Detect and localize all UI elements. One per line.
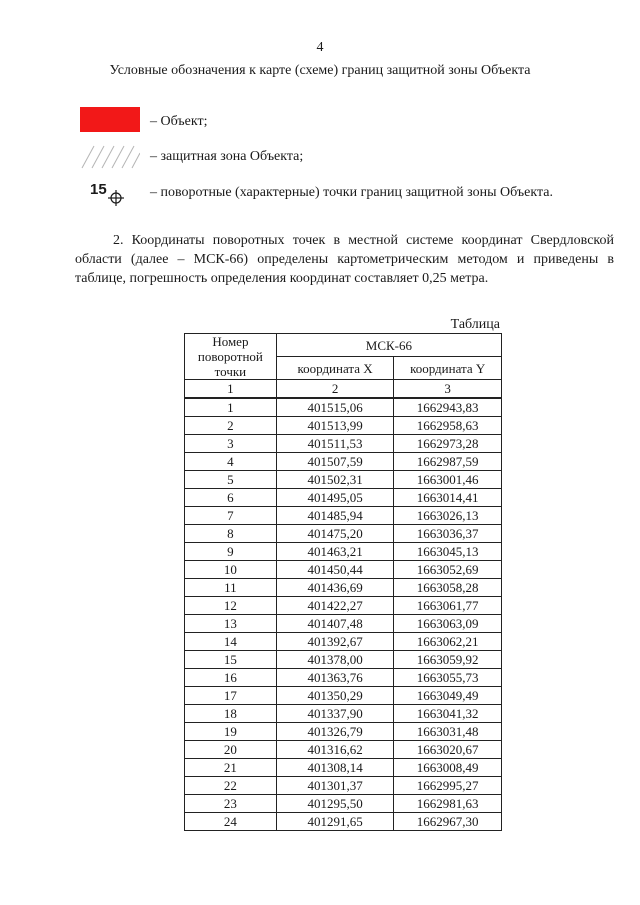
coordinate-x-cell: 401511,53 xyxy=(276,435,394,453)
coordinate-x-cell: 401485,94 xyxy=(276,507,394,525)
coordinate-y-cell: 1663049,49 xyxy=(394,687,502,705)
point-number-cell: 3 xyxy=(185,435,277,453)
table-row xyxy=(185,723,502,741)
point-number-cell: 6 xyxy=(185,489,277,507)
table-row xyxy=(185,759,502,777)
table-row xyxy=(185,633,502,651)
coordinate-x-cell: 401301,37 xyxy=(276,777,394,795)
coordinate-y-cell: 1662967,30 xyxy=(394,813,502,831)
table-caption: Таблица xyxy=(450,317,500,332)
coordinate-x-cell: 401295,50 xyxy=(276,795,394,813)
coordinate-y-cell: 1662958,63 xyxy=(394,417,502,435)
coordinate-x-cell: 401436,69 xyxy=(276,579,394,597)
legend-zone-label: – защитная зона Объекта; xyxy=(150,149,304,164)
coordinate-x-cell: 401392,67 xyxy=(276,633,394,651)
point-number-cell: 7 xyxy=(185,507,277,525)
column-index-cell: 2 xyxy=(276,380,394,399)
coordinate-x-cell: 401502,31 xyxy=(276,471,394,489)
coordinate-y-cell: 1663031,48 xyxy=(394,723,502,741)
coordinate-y-cell: 1663052,69 xyxy=(394,561,502,579)
table-row xyxy=(185,507,502,525)
crosshair-icon xyxy=(108,190,124,206)
table-row xyxy=(185,705,502,723)
table-row xyxy=(185,489,502,507)
coordinate-x-cell: 401495,05 xyxy=(276,489,394,507)
coordinate-y-cell: 1663055,73 xyxy=(394,669,502,687)
coordinate-y-cell: 1663058,28 xyxy=(394,579,502,597)
coordinate-y-cell: 1663061,77 xyxy=(394,597,502,615)
table-row xyxy=(185,669,502,687)
coordinate-x-cell: 401507,59 xyxy=(276,453,394,471)
point-number-cell: 4 xyxy=(185,453,277,471)
turning-point-symbol xyxy=(90,178,140,208)
table-body xyxy=(185,380,502,831)
coordinate-y-cell: 1662943,83 xyxy=(394,398,502,417)
coordinate-y-cell: 1663020,67 xyxy=(394,741,502,759)
object-swatch xyxy=(80,107,140,132)
point-number-cell: 24 xyxy=(185,813,277,831)
point-number-cell: 8 xyxy=(185,525,277,543)
coordinate-x-cell: 401407,48 xyxy=(276,615,394,633)
coordinate-y-cell: 1663036,37 xyxy=(394,525,502,543)
point-number-cell: 13 xyxy=(185,615,277,633)
point-number-cell: 11 xyxy=(185,579,277,597)
coordinates-table xyxy=(184,333,502,831)
point-number-cell: 15 xyxy=(185,651,277,669)
coordinate-y-cell: 1663059,92 xyxy=(394,651,502,669)
coordinate-y-cell: 1662981,63 xyxy=(394,795,502,813)
table-row xyxy=(185,687,502,705)
point-number-cell: 19 xyxy=(185,723,277,741)
coordinate-x-cell: 401291,65 xyxy=(276,813,394,831)
table-row xyxy=(185,741,502,759)
column-index-cell: 1 xyxy=(185,380,277,399)
point-number-cell: 17 xyxy=(185,687,277,705)
coordinate-x-cell: 401316,62 xyxy=(276,741,394,759)
coordinate-y-cell: 1663062,21 xyxy=(394,633,502,651)
table-row xyxy=(185,813,502,831)
coordinate-x-cell: 401515,06 xyxy=(276,398,394,417)
table-row xyxy=(185,561,502,579)
table-row xyxy=(185,398,502,417)
table-row xyxy=(185,453,502,471)
point-number-cell: 14 xyxy=(185,633,277,651)
coordinate-x-cell: 401513,99 xyxy=(276,417,394,435)
coordinate-x-cell: 401463,21 xyxy=(276,543,394,561)
table-row xyxy=(185,543,502,561)
point-number-cell: 10 xyxy=(185,561,277,579)
column-index-cell: 3 xyxy=(394,380,502,399)
coordinate-x-cell: 401450,44 xyxy=(276,561,394,579)
header-coordinate-x: координата X xyxy=(276,357,394,380)
coordinate-y-cell: 1662995,27 xyxy=(394,777,502,795)
table-row xyxy=(185,615,502,633)
table-row xyxy=(185,597,502,615)
table-row xyxy=(185,471,502,489)
table-row xyxy=(185,417,502,435)
point-number-cell: 2 xyxy=(185,417,277,435)
coordinate-x-cell: 401337,90 xyxy=(276,705,394,723)
page-number: 4 xyxy=(316,40,324,55)
coordinate-y-cell: 1663014,41 xyxy=(394,489,502,507)
point-number-cell: 16 xyxy=(185,669,277,687)
point-number-cell: 21 xyxy=(185,759,277,777)
coordinate-x-cell: 401422,27 xyxy=(276,597,394,615)
coordinate-y-cell: 1663041,32 xyxy=(394,705,502,723)
coordinate-y-cell: 1663001,46 xyxy=(394,471,502,489)
point-number-cell: 22 xyxy=(185,777,277,795)
column-index-row xyxy=(185,380,502,399)
point-number-cell: 1 xyxy=(185,398,277,417)
coordinate-x-cell: 401363,76 xyxy=(276,669,394,687)
table-row xyxy=(185,651,502,669)
point-number-cell: 23 xyxy=(185,795,277,813)
point-number-cell: 9 xyxy=(185,543,277,561)
legend-object-label: – Объект; xyxy=(150,114,208,129)
zone-hatch-icon xyxy=(80,144,140,169)
coordinate-y-cell: 1662973,28 xyxy=(394,435,502,453)
point-number-cell: 5 xyxy=(185,471,277,489)
legend-title: Условные обозначения к карте (схеме) границ защитной зоны Объекта xyxy=(109,63,531,78)
table-row xyxy=(185,579,502,597)
table-row xyxy=(185,795,502,813)
coordinate-x-cell: 401475,20 xyxy=(276,525,394,543)
header-point-number: Номер поворотной точки xyxy=(185,334,277,380)
coordinates-paragraph: 2. Координаты поворотных точек в местной системе координат Свердловской области (далее – МСК-66) определены картометрическим методом и приведены в таблице, погрешность определения координат составляет 0,25 метра. xyxy=(75,233,614,286)
coordinate-y-cell: 1662987,59 xyxy=(394,453,502,471)
header-coordinate-system: МСК-66 xyxy=(276,334,501,357)
point-number-cell: 18 xyxy=(185,705,277,723)
table-row xyxy=(185,777,502,795)
coordinate-x-cell: 401326,79 xyxy=(276,723,394,741)
coordinate-x-cell: 401378,00 xyxy=(276,651,394,669)
coordinate-y-cell: 1663045,13 xyxy=(394,543,502,561)
point-number-cell: 20 xyxy=(185,741,277,759)
header-coordinate-y: координата Y xyxy=(394,357,502,380)
coordinate-x-cell: 401350,29 xyxy=(276,687,394,705)
table-row xyxy=(185,525,502,543)
table-row xyxy=(185,435,502,453)
coordinate-y-cell: 1663026,13 xyxy=(394,507,502,525)
legend-points-label: – поворотные (характерные) точки границ защитной зоны Объекта. xyxy=(150,185,553,200)
coordinate-x-cell: 401308,14 xyxy=(276,759,394,777)
point-number-cell: 12 xyxy=(185,597,277,615)
coordinate-y-cell: 1663008,49 xyxy=(394,759,502,777)
coordinate-y-cell: 1663063,09 xyxy=(394,615,502,633)
point-symbol-number: 15 xyxy=(90,181,107,198)
